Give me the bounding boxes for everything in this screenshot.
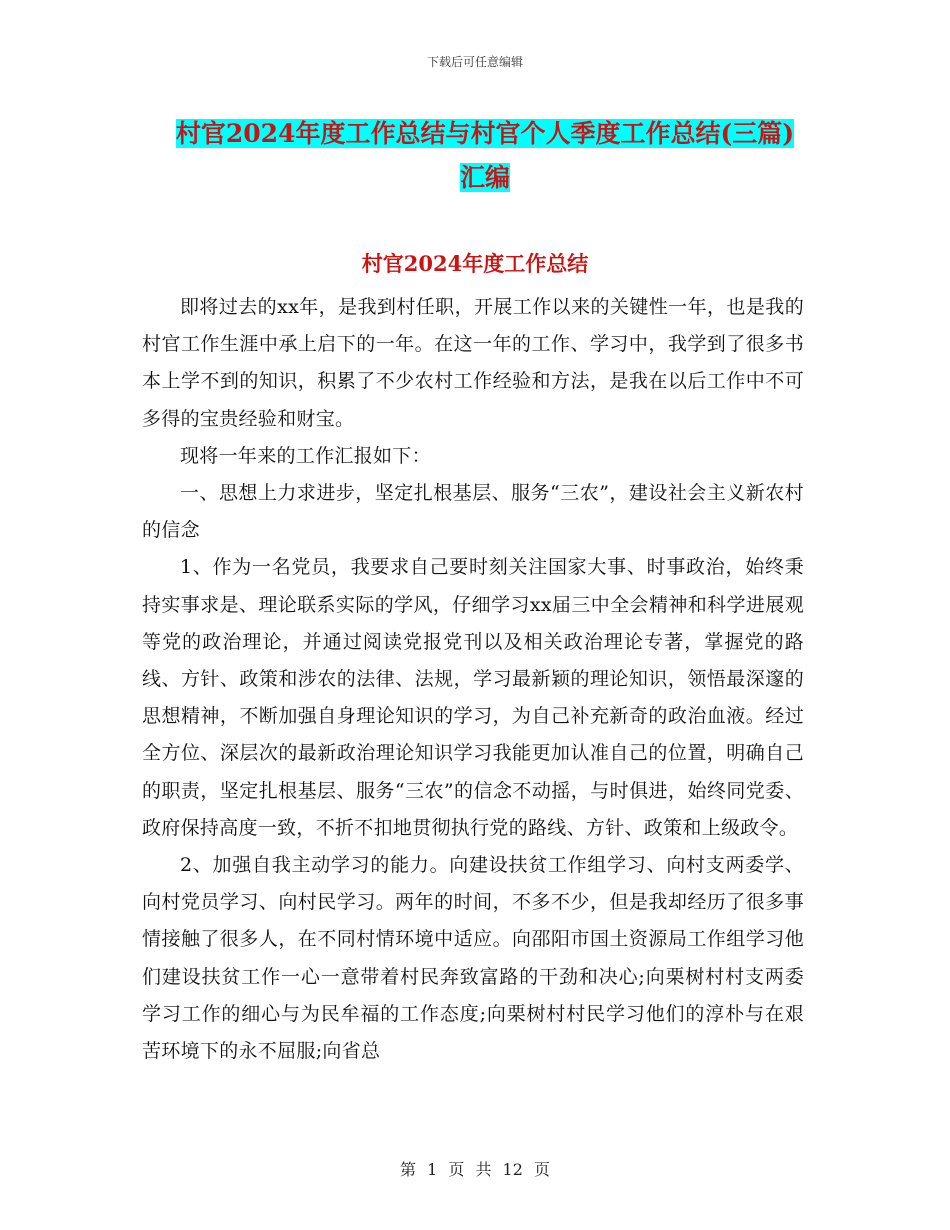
paragraph: 现将一年来的工作汇报如下： bbox=[180, 444, 431, 467]
paragraph: 一、思想上力求进步，坚定扎根基层、服务“三农”，建设社会主义新农村的信念 bbox=[142, 482, 804, 542]
paragraph: 2、加强自我主动学习的能力。向建设扶贫工作组学习、向村支两委学、向村党员学习、向村民学习。两年的时间，不多不少，但是我却经历了很多事情接触了很多人，在不同村情环境中适应。向邵阳市国土资源局工作组学习他们建设扶贫工作一心一意带着村民奔致富路的干劲和决心;向栗树村村支两委学习工作的细心与为民牟福的工作态度;向栗树村村民学习他们的淳朴与在艰苦环境下的永不屈服;向省总 bbox=[142, 854, 804, 1063]
paragraph: 即将过去的xx年，是我到村任职，开展工作以来的关键性一年，也是我的村官工作生涯中承上启下的一年。在这一年的工作、学习中，我学到了很多书本上学不到的知识，积累了不少农村工作经验和方法，是我在以后工作中不可多得的宝贵经验和财宝。 bbox=[142, 296, 804, 430]
paragraph: 1、作为一名党员，我要求自己要时刻关注国家大事、时事政治，始终秉持实事求是、理论联系实际的学风，仔细学习xx届三中全会精神和科学进展观等党的政治理论，并通过阅读党报党刊以及相关政治理论专著，掌握党的路线、方针、政策和涉农的法律、法规，学习最新颖的理论知识，领悟最深邃的思想精神，不断加强自身理论知识的学习，为自己补充新奇的政治血液。经过全方位、深层次的最新政治理论知识学习我能更加认准自己的位置，明确自己的职责，坚定扎根基层、服务“三农”的信念不动摇，与时俱进，始终同党委、政府保持高度一致，不折不扣地贯彻执行党的路线、方针、政策和上级政令。 bbox=[142, 556, 804, 839]
document-title bbox=[165, 112, 805, 200]
section-title: 村官2024年度工作总结 bbox=[361, 251, 589, 276]
document-title-text: 村官2024年度工作总结与村官个人季度工作总结(三篇)汇编 bbox=[175, 119, 795, 192]
header-note: 下载后可任意编辑 bbox=[426, 55, 523, 69]
page-number: 第 1 页 共 12 页 bbox=[400, 1160, 550, 1179]
body-text bbox=[142, 289, 804, 1070]
